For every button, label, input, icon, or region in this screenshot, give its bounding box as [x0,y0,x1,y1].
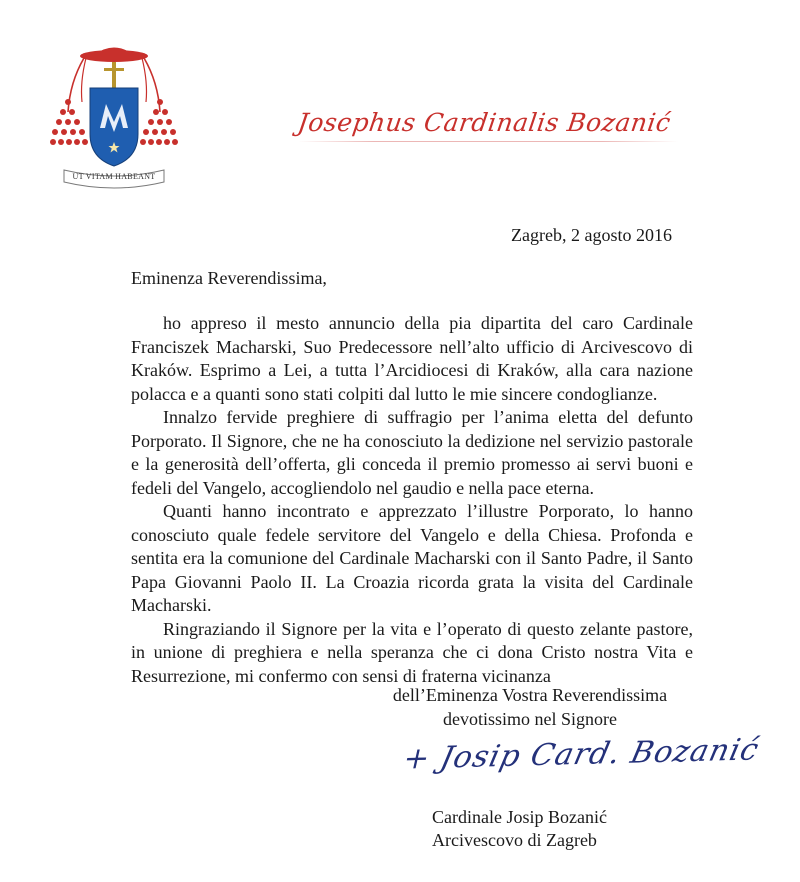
closing-line: devotissimo nel Signore [443,708,617,729]
signer-title: Arcivescovo di Zagreb [432,829,597,850]
handwritten-signature: + Josip Card. Bozanić [400,732,763,777]
signer-block [432,806,607,851]
closing-line: dell’Eminenza Vostra Reverendissima [392,685,668,705]
signer-name: Cardinale Josip Bozanić [432,807,607,827]
salutation: Eminenza Reverendissima, [131,268,327,288]
letter-date: Zagreb, 2 agosto 2016 [511,225,672,245]
letterhead-divider [298,141,678,142]
body-paragraph: Quanti hanno incontrato e apprezzato l’illustre Porporato, lo hanno conosciuto quale fedele servitore del Vangelo e della Chiesa. Profonda e sentita era la comunione del Cardinale Macharski con il Santo Padre, il Santo Papa Giovanni Paolo II. La Croazia ricorda grata la visita del Cardinale Macharski. [131,501,693,615]
body-paragraph: ho appreso il mesto annuncio della pia dipartita del caro Cardinale Franciszek Macharski, Suo Predecessore nell’alto ufficio di Arcivescovo di Kraków. Esprimo a Lei, a tutta l’Arcidiocesi di Kraków, alla cara nazione polacca e a quanti sono stati colpiti dal lutto le mie sincere condoglianze. [131,313,693,404]
letterhead-name: Josephus Cardinalis Bozanić [295,108,673,137]
body-paragraph: Innalzo fervide preghiere di suffragio per l’anima eletta del defunto Porporato. Il Signore, che ne ha conosciuto la dedizione nel servizio pastorale e la generosità dell’offerta, gli conceda il premio promesso ai servi buoni e fedeli del Vangelo, accogliendolo nel gaudio e nella pace eterna. [131,407,693,498]
coat-of-arms-icon [50,42,178,192]
closing-formula [380,684,680,731]
letter-body [131,312,693,688]
body-paragraph: Ringraziando il Signore per la vita e l’operato di questo zelante pastore, in unione di preghiera e nella speranza che ci dona Cristo nostra Vita e Resurrezione, mi confermo con sensi di fraterna vicinanza [131,618,693,686]
coat-of-arms-motto: UT VITAM HABEANT [72,172,156,181]
